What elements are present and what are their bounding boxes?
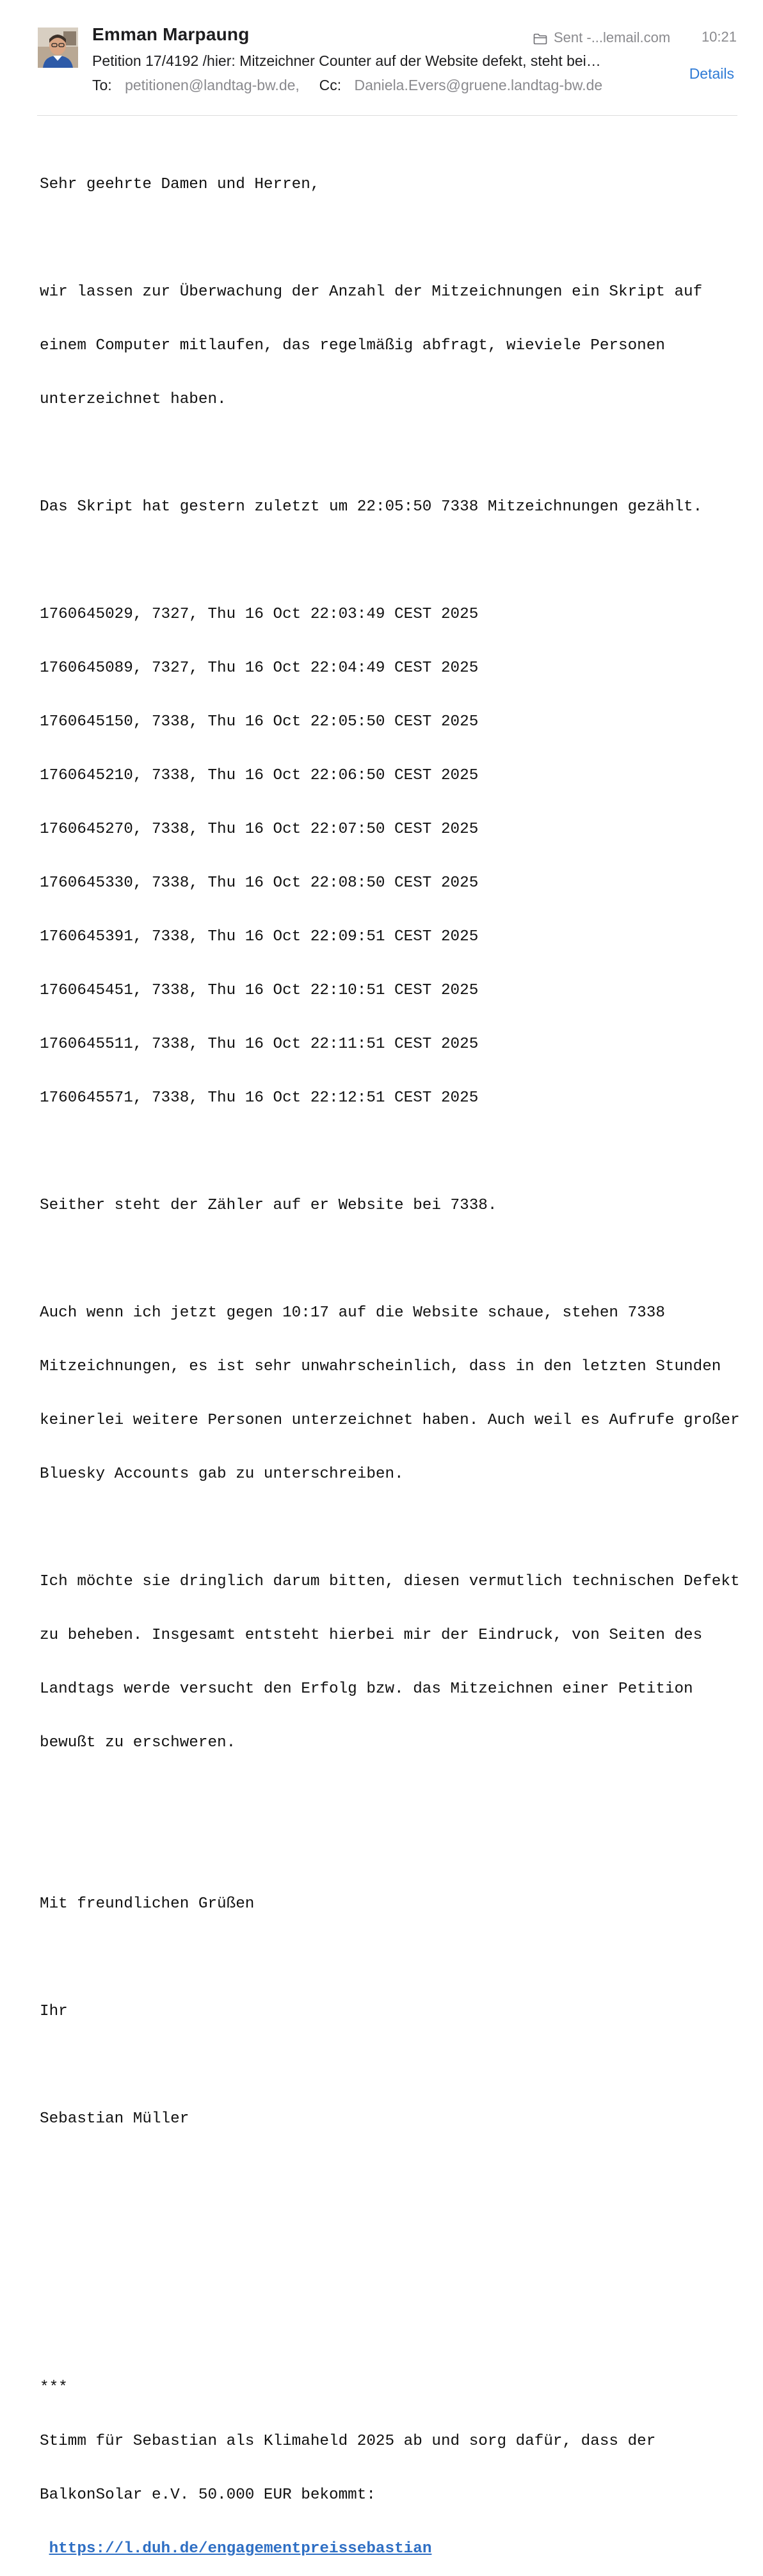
cc-label: Cc: bbox=[319, 77, 342, 93]
message-subject: Petition 17/4192 /hier: Mitzeichner Counter auf der Website defekt, steht bei… bbox=[92, 52, 601, 69]
log-line: 1760645150, 7338, Thu 16 Oct 22:05:50 CEST 2025 bbox=[40, 713, 479, 731]
paragraph-line: Ich möchte sie dringlich darum bitten, diesen vermutlich technischen Defekt bbox=[40, 1573, 740, 1590]
paragraph-line: unterzeichnet haben. bbox=[40, 391, 227, 408]
paragraph-line: Landtags werde versucht den Erfolg bzw. das Mitzeichnen einer Petition bbox=[40, 1680, 693, 1698]
log-line: 1760645571, 7338, Thu 16 Oct 22:12:51 CEST 2025 bbox=[40, 1089, 479, 1107]
sender-name[interactable]: Emman Marpaung bbox=[92, 24, 250, 44]
footer-link-line bbox=[40, 2540, 750, 2558]
folder-icon bbox=[533, 32, 547, 43]
log-line: 1760645330, 7338, Thu 16 Oct 22:08:50 CEST 2025 bbox=[40, 874, 479, 892]
message-header bbox=[0, 0, 763, 116]
recipients-line bbox=[92, 77, 602, 94]
paragraph-line: wir lassen zur Überwachung der Anzahl der Mitzeichnungen ein Skript auf bbox=[40, 283, 703, 301]
log-line: 1760645029, 7327, Thu 16 Oct 22:03:49 CEST 2025 bbox=[40, 606, 479, 623]
paragraph-line: zu beheben. Insgesamt entsteht hierbei mir der Eindruck, von Seiten des bbox=[40, 1627, 703, 1644]
details-link[interactable]: Details bbox=[689, 65, 734, 82]
footer-separator: *** bbox=[40, 2379, 68, 2396]
log-line: 1760645511, 7338, Thu 16 Oct 22:11:51 CEST 2025 bbox=[40, 1036, 479, 1053]
paragraph-line: keinerlei weitere Personen unterzeichnet haben. Auch weil es Aufrufe großer bbox=[40, 1412, 740, 1429]
to-address[interactable]: petitionen@landtag-bw.de, bbox=[125, 77, 300, 93]
paragraph-line: Auch wenn ich jetzt gegen 10:17 auf die Website schaue, stehen 7338 bbox=[40, 1304, 665, 1322]
footer-line: BalkonSolar e.V. 50.000 EUR bekommt: bbox=[40, 2486, 376, 2504]
paragraph-line: einem Computer mitlaufen, das regelmäßig abfragt, wieviele Personen bbox=[40, 337, 665, 354]
paragraph-line: Mitzeichnungen, es ist sehr unwahrscheinlich, dass in den letzten Stunden bbox=[40, 1358, 721, 1375]
log-line: 1760645391, 7338, Thu 16 Oct 22:09:51 CEST 2025 bbox=[40, 928, 479, 945]
paragraph-line: Das Skript hat gestern zuletzt um 22:05:50 7338 Mitzeichnungen gezählt. bbox=[40, 498, 703, 516]
message-body bbox=[40, 140, 750, 2576]
greeting: Sehr geehrte Damen und Herren, bbox=[40, 176, 320, 193]
log-line: 1760645451, 7338, Thu 16 Oct 22:10:51 CEST 2025 bbox=[40, 982, 479, 999]
closing-ihr: Ihr bbox=[40, 2003, 68, 2020]
sender-avatar[interactable] bbox=[38, 28, 78, 68]
paragraph-line: Seither steht der Zähler auf er Website bei 7338. bbox=[40, 1197, 497, 1214]
paragraph-line: Bluesky Accounts gab zu unterschreiben. bbox=[40, 1466, 404, 1483]
signature: Sebastian Müller bbox=[40, 2110, 189, 2128]
cc-address[interactable]: Daniela.Evers@gruene.landtag-bw.de bbox=[354, 77, 603, 93]
to-label: To: bbox=[92, 77, 112, 93]
log-line: 1760645089, 7327, Thu 16 Oct 22:04:49 CEST 2025 bbox=[40, 660, 479, 677]
mailbox-name: Sent -...lemail.com bbox=[554, 29, 671, 45]
log-line: 1760645210, 7338, Thu 16 Oct 22:06:50 CEST 2025 bbox=[40, 767, 479, 784]
header-divider bbox=[37, 115, 737, 116]
log-line: 1760645270, 7338, Thu 16 Oct 22:07:50 CEST 2025 bbox=[40, 821, 479, 838]
message-time: 10:21 bbox=[701, 29, 737, 45]
closing: Mit freundlichen Grüßen bbox=[40, 1895, 255, 1913]
mailbox-label[interactable] bbox=[533, 29, 670, 47]
footer-link[interactable]: https://l.duh.de/engagementpreissebastian bbox=[49, 2540, 432, 2557]
paragraph-line: bewußt zu erschweren. bbox=[40, 1734, 236, 1751]
footer-line: Stimm für Sebastian als Klimaheld 2025 ab und sorg dafür, dass der bbox=[40, 2433, 656, 2450]
